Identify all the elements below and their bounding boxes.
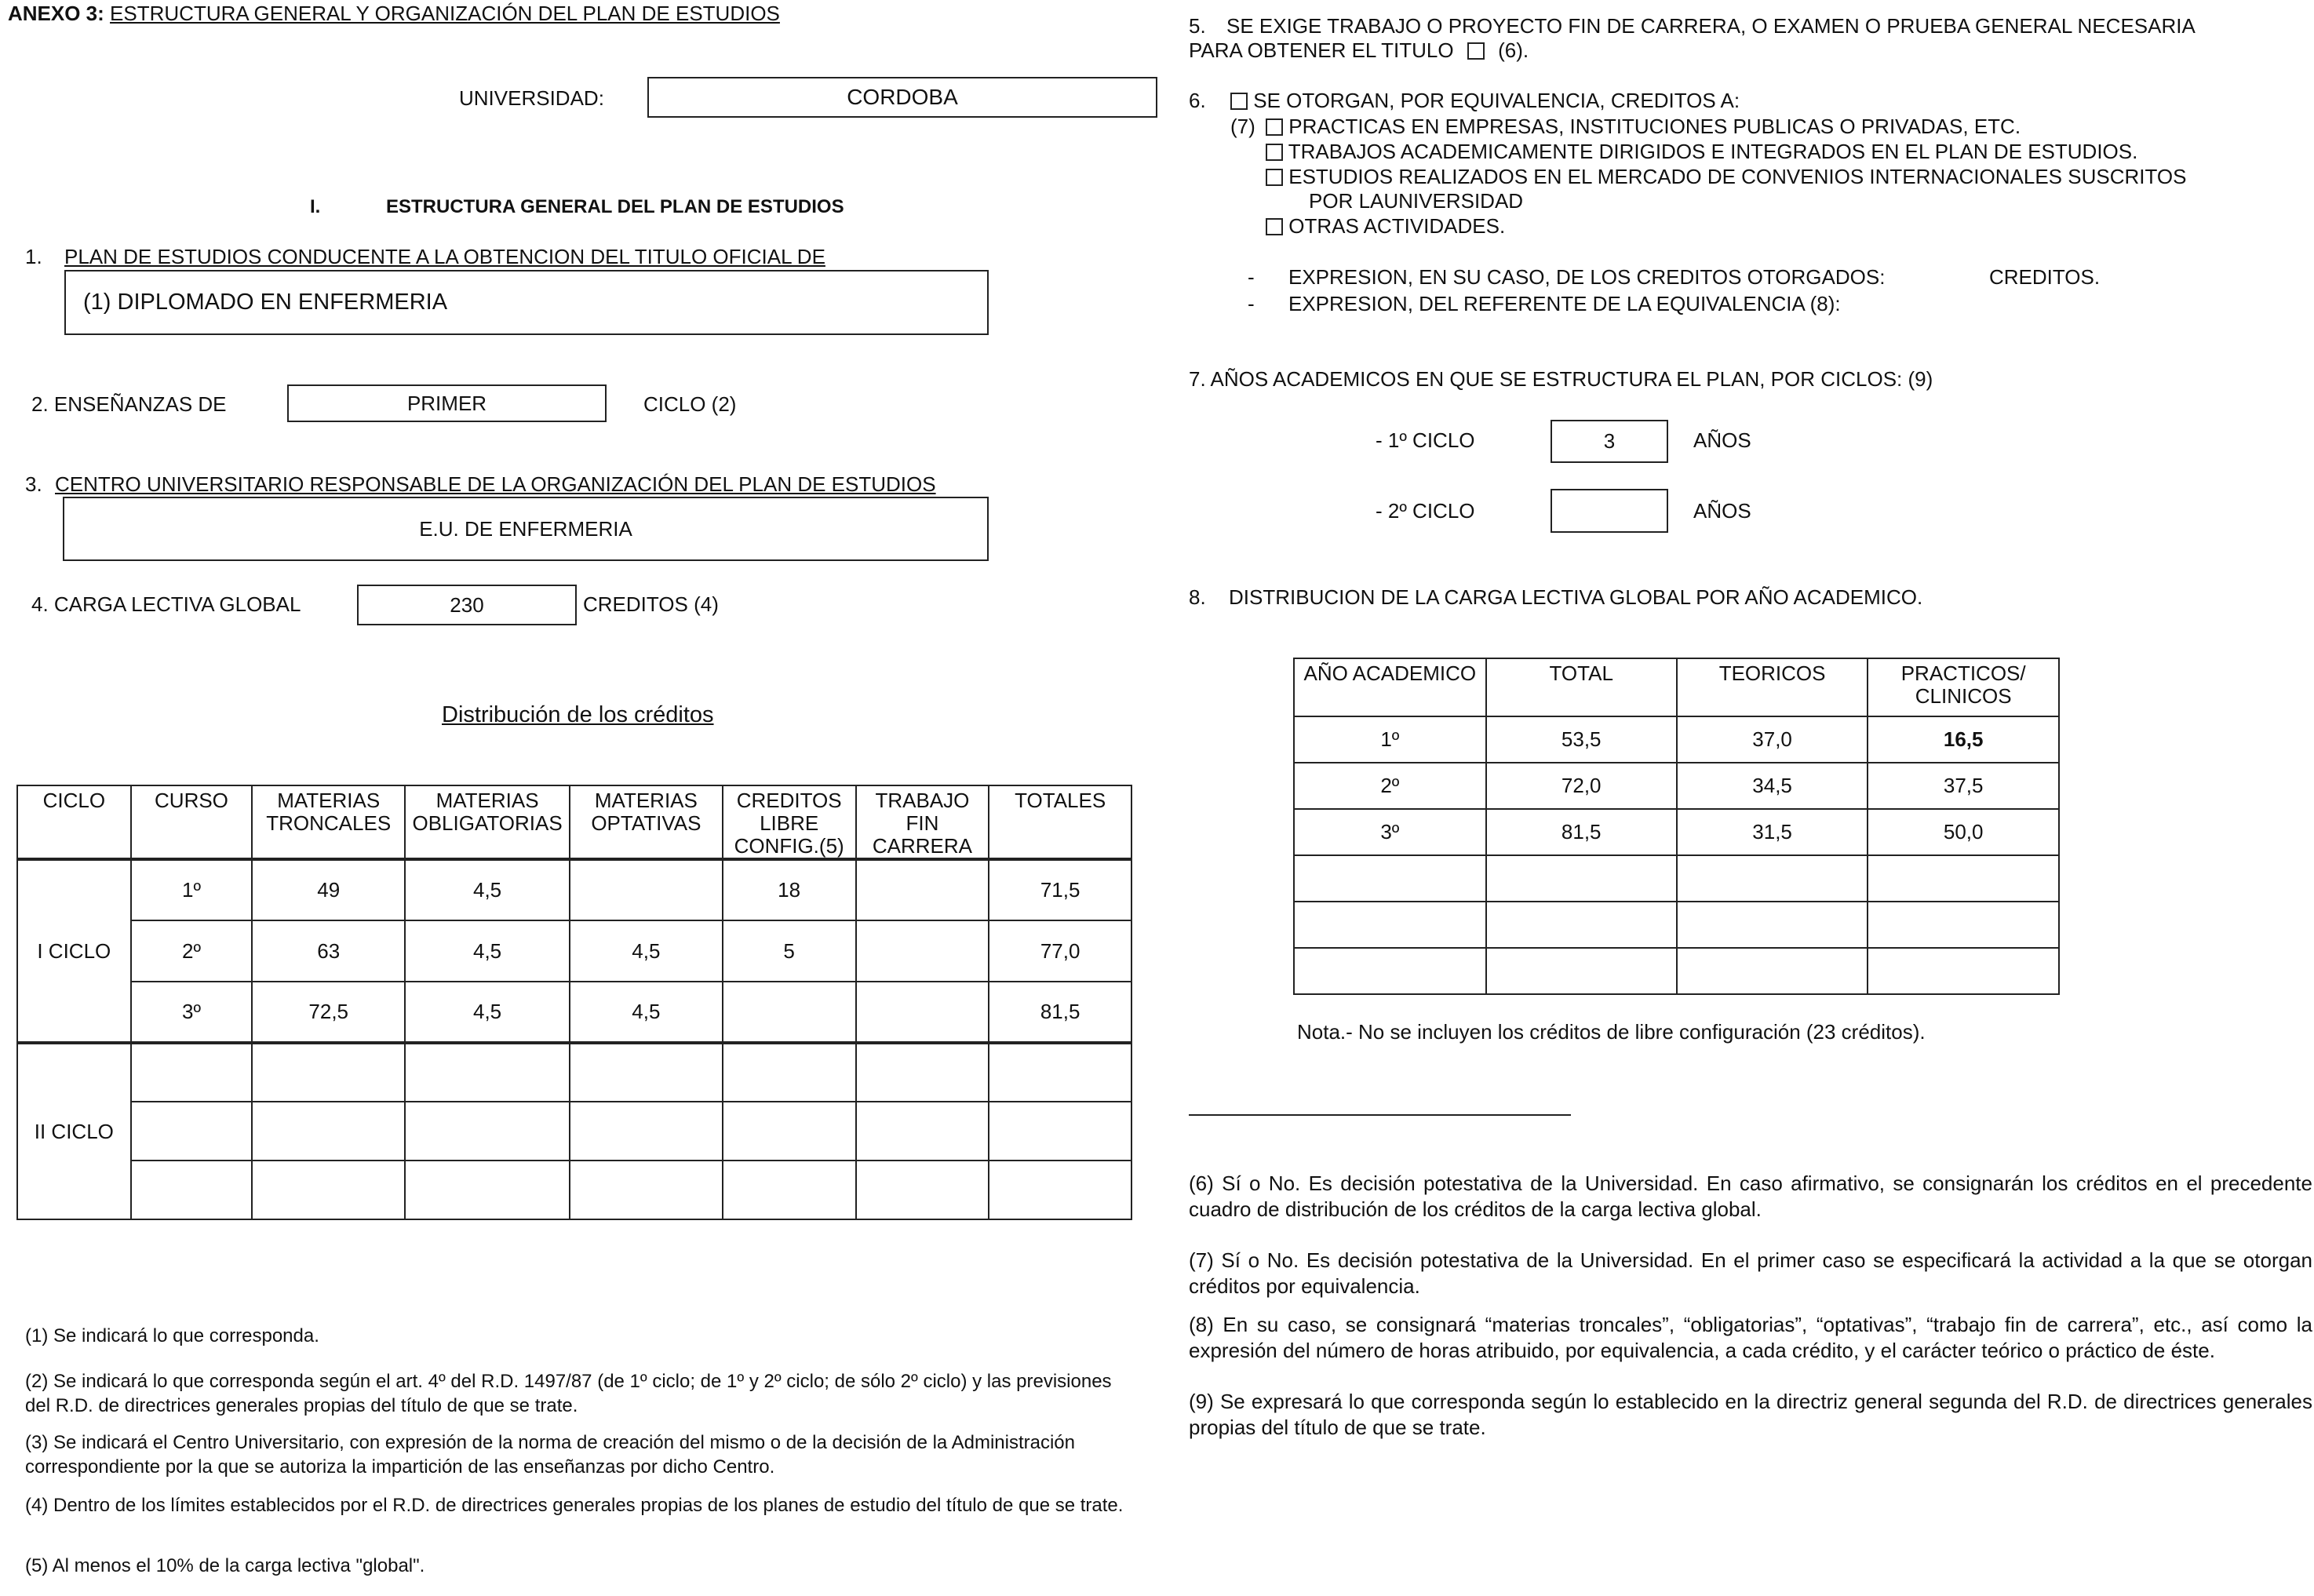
header-ciclo: CICLO — [17, 785, 131, 859]
table-row — [17, 982, 1131, 1043]
item5-checkbox[interactable] — [1467, 42, 1485, 60]
table-cell: 50,0 — [1868, 809, 2059, 855]
option-label: ESTUDIOS REALIZADOS EN EL MERCADO DE CONVENIOS INTERNACIONALES SUSCRITOS — [1288, 165, 2187, 188]
header-teoricos: TEORICOS — [1677, 658, 1868, 716]
item5-line2 — [1189, 38, 1529, 63]
carga-box — [357, 585, 577, 625]
option-checkbox[interactable] — [1266, 218, 1283, 235]
footnote-1: (1) Se indicará lo que corresponda. — [25, 1325, 319, 1346]
expr2-text: EXPRESION, DEL REFERENTE DE LA EQUIVALENCIA (8): — [1288, 292, 1841, 315]
ensenanzas-box — [287, 384, 607, 422]
option-trabajos — [1266, 140, 2137, 164]
header-troncales: MATERIAS TRONCALES — [252, 785, 405, 859]
table-cell: 4,5 — [570, 982, 723, 1043]
ciclo1-years-value: 3 — [1603, 429, 1616, 453]
table-cell: 49 — [252, 859, 405, 920]
item6-number: 6. — [1189, 89, 1206, 112]
universidad-box — [647, 77, 1157, 118]
table-cell: 16,5 — [1868, 716, 2059, 763]
table-cell — [856, 920, 989, 982]
item6-ref: (7) — [1230, 115, 1255, 138]
nota-text: Nota.- No se incluyen los créditos de libre configuración (23 créditos). — [1297, 1020, 1926, 1044]
option-label: PRACTICAS EN EMPRESAS, INSTITUCIONES PUBLICAS O PRIVADAS, ETC. — [1288, 115, 2021, 138]
table-cell: 5 — [723, 920, 856, 982]
ciclo1-label: I CICLO — [17, 859, 131, 1043]
table-cell: 2º — [131, 920, 253, 982]
table-cell: 1º — [131, 859, 253, 920]
item3-text: CENTRO UNIVERSITARIO RESPONSABLE DE LA ORGANIZACIÓN DEL PLAN DE ESTUDIOS — [55, 472, 936, 496]
header-trabajo-fin: TRABAJO FIN CARRERA — [856, 785, 989, 859]
option-label: OTRAS ACTIVIDADES. — [1288, 214, 1506, 238]
centro-box — [63, 497, 989, 561]
item2-suffix: CICLO (2) — [643, 392, 737, 416]
table-cell: 4,5 — [405, 920, 570, 982]
table-row — [17, 1043, 1131, 1102]
option-practicas — [1266, 115, 2021, 139]
header-totales: TOTALES — [989, 785, 1131, 859]
table-row — [1294, 948, 2059, 994]
item8-text: DISTRIBUCION DE LA CARGA LECTIVA GLOBAL POR AÑO ACADEMICO. — [1229, 585, 1923, 609]
item3-number: 3. — [25, 472, 42, 496]
table-cell — [856, 859, 989, 920]
item5-text-line2: PARA OBTENER EL TITULO — [1189, 38, 1454, 62]
header-practicos: PRACTICOS/ CLINICOS — [1868, 658, 2059, 716]
ensenanzas-value: PRIMER — [406, 391, 487, 415]
item6-checkbox[interactable] — [1230, 93, 1248, 110]
carga-anual-table — [1293, 658, 2060, 995]
expr2-dash: - — [1248, 292, 1255, 315]
ciclo1-years-box — [1551, 420, 1668, 463]
table-row — [17, 920, 1131, 982]
centro-value: E.U. DE ENFERMERIA — [419, 516, 632, 541]
section-title: ESTRUCTURA GENERAL DEL PLAN DE ESTUDIOS — [386, 196, 844, 217]
option-estudios-cont: POR LAUNIVERSIDAD — [1309, 189, 1524, 213]
carga-value: 230 — [450, 592, 484, 617]
table-cell: 1º — [1294, 716, 1486, 763]
annex-label: ANEXO 3: — [8, 2, 104, 25]
footnote-2: (2) Se indicará lo que corresponda según el art. 4º del R.D. 1497/87 (de 1º ciclo; de 1º y 2º ciclo; de sólo 2º ciclo) y las previsiones del R.D. de directrices generales propias del título de que se trate. — [25, 1371, 1112, 1416]
expr1-dash: - — [1248, 265, 1255, 289]
option-checkbox[interactable] — [1266, 144, 1283, 161]
footnote-9: (9) Se expresará lo que corresponda según lo establecido en la directriz general segunda del R.D. de directrices generales propias del título de que se trate. — [1189, 1390, 2312, 1439]
header-ano: AÑO ACADEMICO — [1294, 658, 1486, 716]
table-cell: 72,0 — [1486, 763, 1677, 809]
item8-number: 8. — [1189, 585, 1206, 609]
item7-ciclo2-label: - 2º CICLO — [1376, 499, 1475, 523]
item1-text: PLAN DE ESTUDIOS CONDUCENTE A LA OBTENCION DEL TITULO OFICIAL DE — [64, 245, 825, 268]
footnote-4: (4) Dentro de los límites establecidos por el R.D. de directrices generales propias de los planes de estudio del título de que se trate. — [25, 1495, 1124, 1516]
table-cell: 37,0 — [1677, 716, 1868, 763]
header-optativas: MATERIAS OPTATIVAS — [570, 785, 723, 859]
distribucion-title: Distribución de los créditos — [442, 702, 714, 727]
header-libre-config: CREDITOS LIBRE CONFIG.(5) — [723, 785, 856, 859]
table-cell: 53,5 — [1486, 716, 1677, 763]
table-row — [1294, 809, 2059, 855]
item4-suffix: CREDITOS (4) — [583, 592, 719, 616]
footnote-7: (7) Sí o No. Es decisión potestativa de la Universidad. En el primer caso se especificará la actividad a la que se otorgan créditos por equivalencia. — [1189, 1248, 2312, 1298]
universidad-label: UNIVERSIDAD: — [459, 86, 604, 110]
item1-number: 1. — [25, 245, 42, 268]
expr1-text: EXPRESION, EN SU CASO, DE LOS CREDITOS OTORGADOS: — [1288, 265, 1886, 289]
table-row — [1294, 716, 2059, 763]
table-cell: 37,5 — [1868, 763, 2059, 809]
option-label: TRABAJOS ACADEMICAMENTE DIRIGIDOS E INTEGRADOS EN EL PLAN DE ESTUDIOS. — [1288, 140, 2138, 163]
annex-heading — [8, 2, 780, 26]
table-cell: 4,5 — [405, 982, 570, 1043]
table-cell: 4,5 — [405, 859, 570, 920]
item7-ciclo1-label: - 1º CICLO — [1376, 428, 1475, 452]
titulo-box — [64, 270, 989, 335]
item7-text: 7. AÑOS ACADEMICOS EN QUE SE ESTRUCTURA EL PLAN, POR CICLOS: (9) — [1189, 367, 1933, 391]
footnote-8: (8) En su caso, se consignará “materias troncales”, “obligatorias”, “optativas”, “trabajo fin de carrera”, etc., así como la expresión del número de horas atribuido, por equivalencia, a cada crédito, y el carácter teórico o práctico de éste. — [1189, 1313, 2312, 1362]
item5-suffix: (6). — [1498, 38, 1529, 62]
table-cell — [856, 982, 989, 1043]
footnote-3: (3) Se indicará el Centro Universitario, con expresión de la norma de creación del mismo o de la decisión de la Administración correspondiente por la que se autoriza la impartición de las enseñanzas por dicho Centro. — [25, 1432, 1075, 1478]
table-row — [17, 859, 1131, 920]
header-curso: CURSO — [131, 785, 253, 859]
item7-anos-1: AÑOS — [1693, 428, 1751, 452]
ciclo2-label: II CICLO — [17, 1043, 131, 1219]
ciclo2-years-box — [1551, 489, 1668, 533]
table-cell: 81,5 — [1486, 809, 1677, 855]
option-otras — [1266, 214, 1505, 239]
header-total: TOTAL — [1486, 658, 1677, 716]
item7-anos-2: AÑOS — [1693, 499, 1751, 523]
table-row — [1294, 763, 2059, 809]
table-cell: 77,0 — [989, 920, 1131, 982]
option-checkbox[interactable] — [1266, 169, 1283, 186]
expr1-suffix: CREDITOS. — [1989, 265, 2101, 289]
footnote-divider — [1189, 1114, 1571, 1116]
item5-number: 5. — [1189, 14, 1206, 38]
table-cell: 18 — [723, 859, 856, 920]
universidad-value: CORDOBA — [847, 85, 958, 109]
item6-heading — [1230, 89, 1740, 113]
table-cell: 63 — [252, 920, 405, 982]
table-cell: 34,5 — [1677, 763, 1868, 809]
table-cell: 4,5 — [570, 920, 723, 982]
table-cell — [570, 859, 723, 920]
option-estudios — [1266, 165, 2186, 189]
item6-text: SE OTORGAN, POR EQUIVALENCIA, CREDITOS A: — [1253, 89, 1740, 112]
annex-title: ESTRUCTURA GENERAL Y ORGANIZACIÓN DEL PLAN DE ESTUDIOS — [110, 2, 780, 25]
header-obligatorias: MATERIAS OBLIGATORIAS — [405, 785, 570, 859]
table-row — [1294, 855, 2059, 902]
table-cell: 81,5 — [989, 982, 1131, 1043]
item5-text-line1: SE EXIGE TRABAJO O PROYECTO FIN DE CARRERA, O EXAMEN O PRUEBA GENERAL NECESARIA — [1226, 14, 2196, 38]
option-checkbox[interactable] — [1266, 118, 1283, 136]
table-cell: 3º — [131, 982, 253, 1043]
table-cell: 72,5 — [252, 982, 405, 1043]
table-cell: 2º — [1294, 763, 1486, 809]
table-row — [17, 1161, 1131, 1219]
footnote-5: (5) Al menos el 10% de la carga lectiva "global". — [25, 1555, 425, 1576]
titulo-value: (1) DIPLOMADO EN ENFERMERIA — [83, 290, 448, 315]
table-row — [1294, 902, 2059, 948]
table-cell: 71,5 — [989, 859, 1131, 920]
table-cell: 31,5 — [1677, 809, 1868, 855]
distribucion-table — [16, 785, 1132, 1220]
item4-label: 4. CARGA LECTIVA GLOBAL — [31, 592, 301, 616]
table-cell: 3º — [1294, 809, 1486, 855]
table-row — [17, 1102, 1131, 1161]
item2-label: 2. ENSEÑANZAS DE — [31, 392, 227, 416]
section-number: I. — [310, 196, 321, 217]
table-cell — [723, 982, 856, 1043]
footnote-6: (6) Sí o No. Es decisión potestativa de la Universidad. En caso afirmativo, se consignarán los créditos en el precedente cuadro de distribución de los créditos de la carga lectiva global. — [1189, 1171, 2312, 1221]
